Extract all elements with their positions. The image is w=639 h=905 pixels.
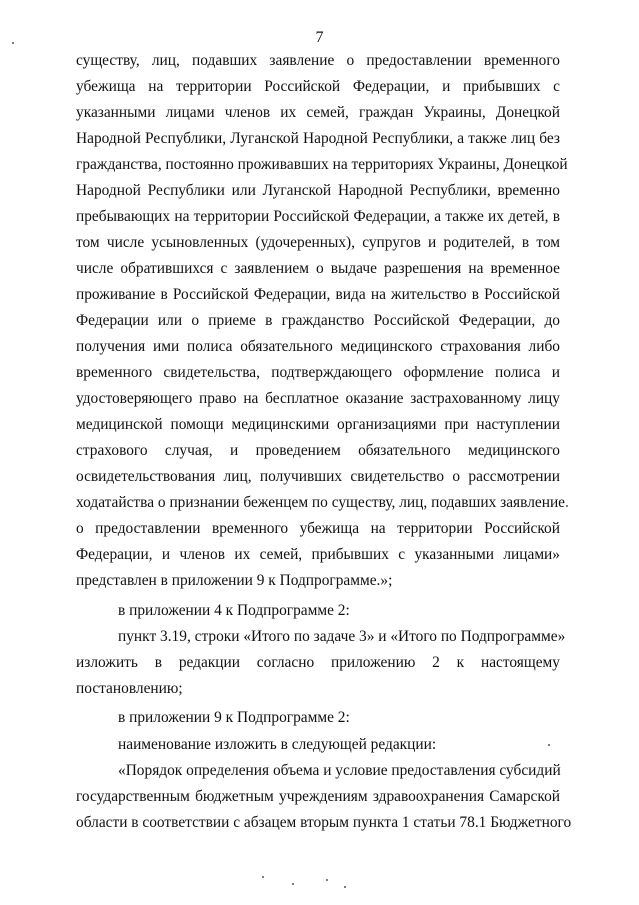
paragraph-line: в приложении 9 к Подпрограмме 2: — [118, 709, 350, 726]
text-line: временного свидетельства, подтверждающего оформление полиса и — [76, 364, 560, 381]
scan-speck — [326, 879, 328, 881]
text-line: ходатайства о признании беженцем по существу, лиц, подавших заявление — [76, 494, 566, 511]
text-line: государственным бюджетным учреждениям здравоохранения Самарской — [76, 788, 560, 805]
paragraph-line: наименование изложить в следующей редакции: — [118, 736, 437, 753]
text-line: получения ими полиса обязательного медицинского страхования либо — [76, 338, 560, 355]
text-line: освидетельствования лиц, получивших свидетельство о рассмотрении — [76, 468, 560, 485]
text-line: страхового случая, и проведением обязательного медицинского — [76, 442, 560, 459]
paragraph-line: «Порядок определения объема и условие предоставления субсидий — [118, 762, 561, 779]
text-line: о предоставлении временного убежища на территории Российской — [76, 520, 560, 537]
text-line: медицинской помощи медицинскими организациями при наступлении — [76, 416, 560, 433]
scan-speck — [566, 505, 568, 507]
text-line: существу, лиц, подавших заявление о предоставлении временного — [76, 52, 560, 69]
text-line: области в соответствии с абзацем вторым пункта 1 статьи 78.1 Бюджетного — [76, 814, 572, 831]
paragraph-line: в приложении 4 к Подпрограмме 2: — [118, 602, 350, 619]
text-line: удостоверяющего право на бесплатное оказание застрахованному лицу — [76, 390, 560, 407]
text-line: том числе усыновленных (удочеренных), супругов и родителей, в том — [76, 234, 560, 251]
scan-speck — [262, 876, 264, 878]
text-line: проживание в Российской Федерации, вида на жительство в Российской — [76, 286, 560, 303]
text-line: указанными лицами членов их семей, граждан Украины, Донецкой — [76, 104, 560, 121]
text-line: изложить в редакции согласно приложению 2 к настоящему — [76, 654, 560, 671]
scan-speck — [548, 744, 550, 746]
text-line: Федерации или о приеме в гражданство Российской Федерации, до — [76, 312, 560, 329]
text-line: Народной Республики или Луганской Народной Республики, временно — [76, 182, 560, 199]
scan-speck — [344, 886, 346, 888]
text-line: числе обратившихся с заявлением о выдаче разрешения на временное — [76, 260, 560, 277]
text-line: гражданства, постоянно проживавших на территориях Украины, Донецкой — [76, 156, 568, 173]
text-line: Народной Республики, Луганской Народной Республики, а также лиц без — [76, 130, 560, 147]
paragraph-line: пункт 3.19, строки «Итого по задаче 3» и «Итого по Подпрограмме» — [118, 628, 566, 645]
text-line: Федерации, и членов их семей, прибывших с указанными лицами» — [76, 546, 560, 563]
text-line: представлен в приложении 9 к Подпрограмме.»; — [76, 572, 393, 589]
scan-speck — [292, 883, 294, 885]
scan-speck — [12, 42, 14, 44]
page-number: 7 — [315, 29, 324, 46]
text-line: пребывающих на территории Российской Федерации, а также их детей, в — [76, 208, 560, 225]
text-line: постановлению; — [76, 680, 183, 697]
text-line: убежища на территории Российской Федерации, и прибывших с — [76, 78, 560, 95]
